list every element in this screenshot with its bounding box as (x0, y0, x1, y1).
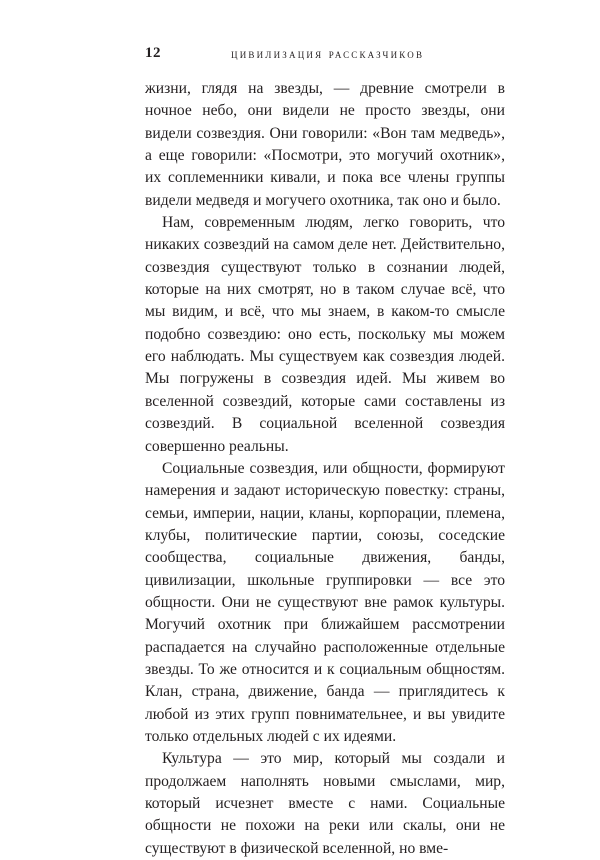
paragraph: Нам, современным людям, легко говорить, что никаких созвездий на самом деле нет. Действительно, созвездия существуют только в сознании людей, которые на них смотрят, но в таком случае всё, что мы видим, и всё, что мы знаем, в каком-то смысле подобно созвездию: оно есть, поскольку мы можем его наблюдать. Мы существуем как созвездия людей. Мы погружены в созвездия идей. Мы живем во вселенной созвездий, которые сами составлены из созвездий. В социальной вселенной созвездия совершенно реальны. (145, 214, 505, 455)
paragraph: жизни, глядя на звезды, — древние смотрели в ночное небо, они видели не просто звезды, они видели созвездия. Они говорили: «Вон там медведь», а еще говорили: «Посмотри, это могучий охотник», их соплеменники кивали, и пока все члены группы видели медведя и могучего охотника, так оно и было. (145, 80, 505, 209)
page-header (145, 45, 505, 65)
running-title: цивилизация рассказчиков (231, 46, 425, 61)
body-text (145, 78, 505, 860)
page-number: 12 (145, 45, 161, 61)
paragraph: Социальные созвездия, или общности, формируют намерения и задают историческую повестку: страны, семьи, империи, нации, кланы, корпорации, племена, клубы, политические партии, союзы, соседские сообщества, социальные движения, банды, цивилизации, школьные группировки — все это общности. Они не существуют вне рамок культуры. Могучий охотник при ближайшем рассмотрении распадается на случайно расположенные отдельные звезды. То же относится и к социальным общностям. Клан, страна, движение, банда — приглядитесь к любой из этих групп повнимательнее, и вы увидите только отдельных людей с их идеями. (145, 459, 505, 745)
paragraph: Культура — это мир, который мы создали и продолжаем наполнять новыми смыслами, мир, который исчезнет вместе с нами. Социальные общности не похожи на реки или скалы, они не существуют в физической вселенной, но вме- (145, 750, 505, 857)
